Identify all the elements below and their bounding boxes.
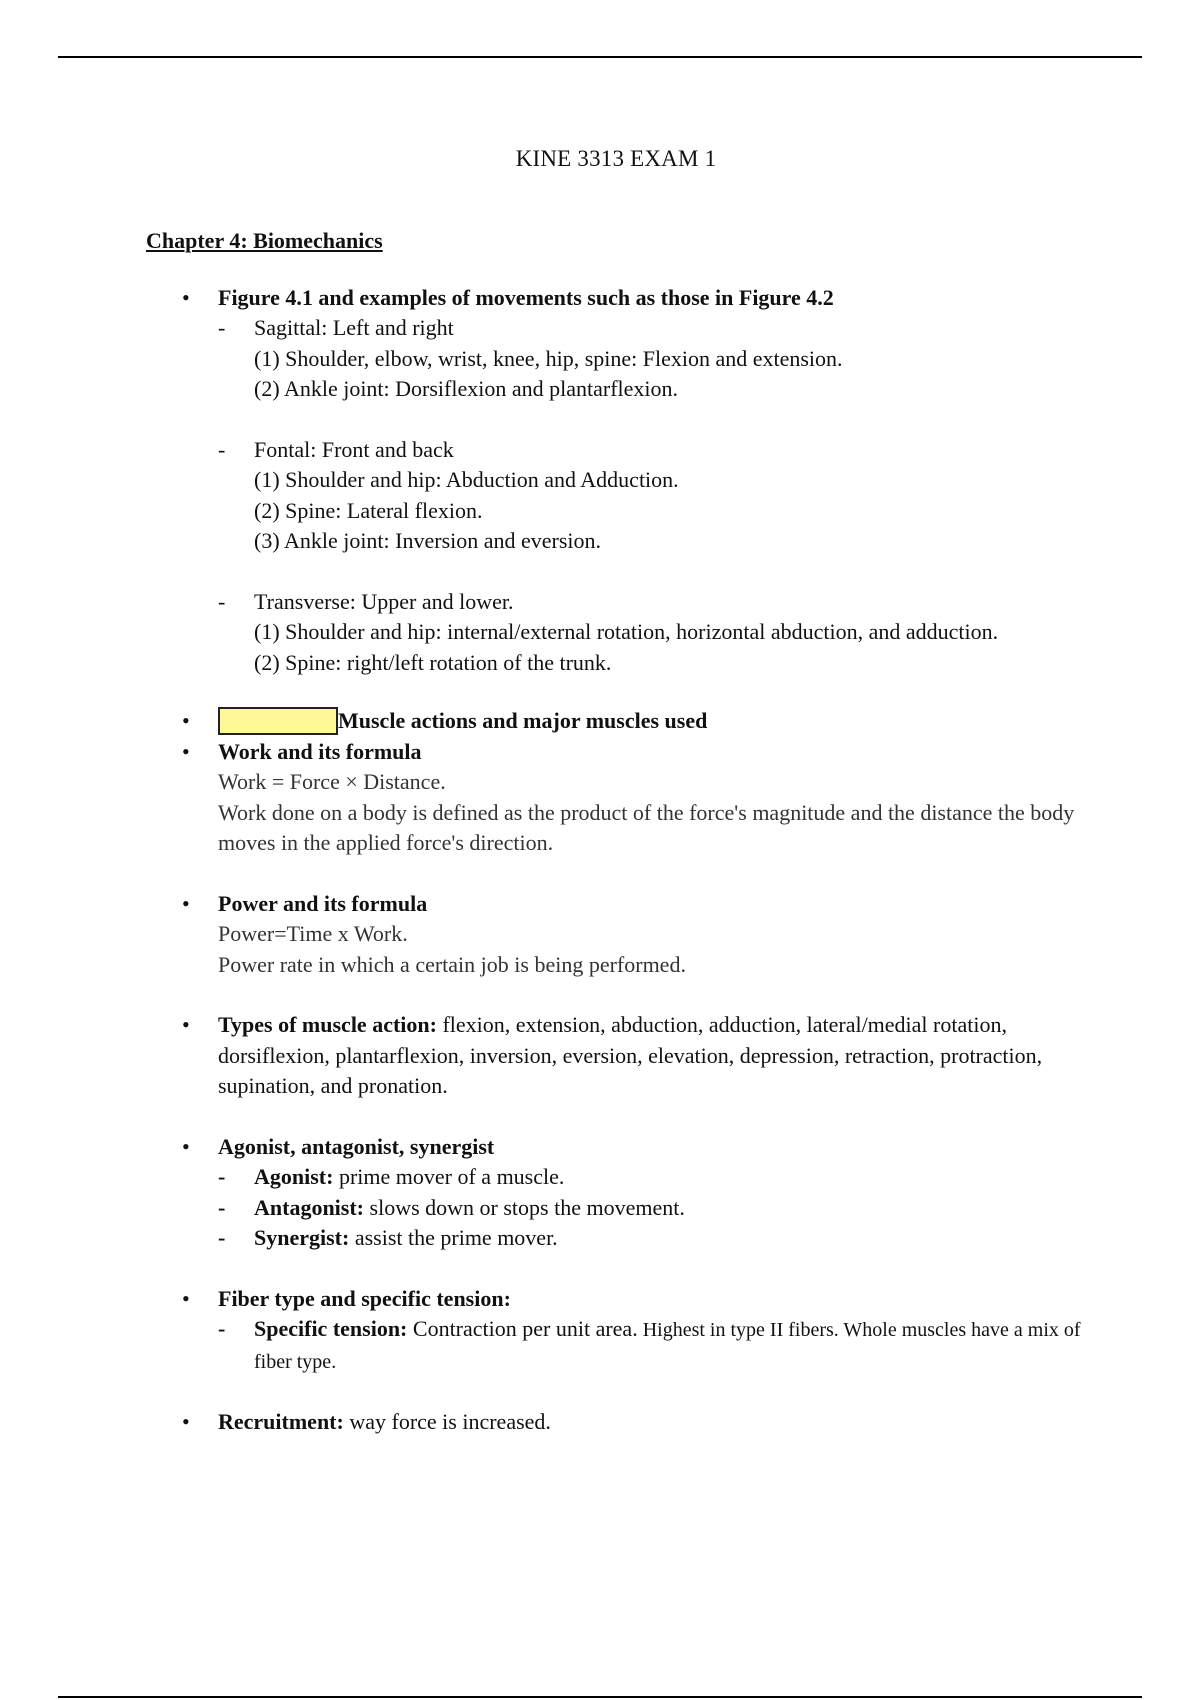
bullet-heading: Agonist, antagonist, synergist	[218, 1133, 495, 1159]
sub-item-agonist	[146, 1162, 1106, 1193]
bullet-marker: •	[182, 1133, 190, 1159]
bullet-heading: Power and its formula	[218, 890, 428, 916]
sub-item-label: Fontal: Front and back	[254, 436, 454, 462]
bullet-muscle-action-types	[146, 1010, 1106, 1102]
bullet-work	[146, 737, 1106, 768]
list-item: (1) Shoulder, elbow, wrist, knee, hip, spine: Flexion and extension.	[254, 345, 843, 371]
term-definition: Contraction per unit area.	[407, 1316, 638, 1341]
highlight-annotation-box[interactable]	[218, 707, 338, 735]
bullet-heading: Fiber type and specific tension:	[218, 1285, 511, 1311]
bullet-heading: Muscle actions and major muscles used	[338, 708, 708, 733]
term-label: Agonist:	[254, 1164, 334, 1189]
list-item: (2) Spine: right/left rotation of the trunk.	[254, 649, 612, 675]
bullet-marker: •	[182, 1409, 190, 1434]
bullet-body-text: way force is increased.	[343, 1409, 551, 1434]
bullet-heading: Figure 4.1 and examples of movements such as those in Figure 4.2	[218, 284, 834, 310]
list-item: (1) Shoulder and hip: internal/external rotation, horizontal abduction, and adduction.	[254, 619, 999, 644]
formula-text: Work = Force × Distance.	[218, 769, 446, 794]
chapter-heading: Chapter 4: Biomechanics	[146, 228, 383, 253]
term-definition: assist the prime mover.	[349, 1225, 558, 1250]
formula-text: Power=Time x Work.	[218, 921, 408, 946]
term-label: Specific tension:	[254, 1316, 408, 1341]
dash-marker: -	[218, 315, 226, 340]
dash-marker: -	[218, 436, 226, 462]
bullet-marker: •	[182, 284, 190, 310]
term-label: Synergist:	[254, 1225, 350, 1250]
document-title: KINE 3313 EXAM 1	[515, 146, 717, 171]
bullet-agonist-antagonist	[146, 1132, 1106, 1163]
bullet-heading: Recruitment:	[218, 1409, 344, 1434]
sub-item-frontal	[146, 435, 1106, 466]
bullet-marker: •	[182, 890, 190, 916]
bullet-heading: Types of muscle action:	[218, 1012, 437, 1037]
bullet-recruitment	[146, 1407, 1106, 1438]
list-item: (1) Shoulder and hip: Abduction and Adduction.	[254, 467, 679, 492]
bullet-power	[146, 889, 1106, 920]
bullet-muscle-actions	[146, 706, 1106, 737]
list-item: (3) Ankle joint: Inversion and eversion.	[254, 528, 602, 553]
bullet-marker: •	[182, 1285, 190, 1311]
bullet-heading: Work and its formula	[218, 738, 422, 764]
sub-item-specific-tension	[146, 1314, 1106, 1377]
dash-marker: -	[218, 1316, 226, 1341]
list-item: (2) Ankle joint: Dorsiflexion and plantarflexion.	[254, 376, 679, 401]
bullet-marker: •	[182, 738, 190, 764]
top-rule	[58, 56, 1142, 58]
definition-text: Power rate in which a certain job is being performed.	[218, 951, 686, 977]
sub-item-sagittal	[146, 313, 1106, 344]
bullet-body-text: flexion, extension, abduction, adduction, lateral/medial rotation, dorsiflexion, plantarflexion, inversion, eversion, elevation, depression, retraction, protraction, supination, and pronation.	[218, 1012, 1043, 1098]
sub-item-label: Transverse: Upper and lower.	[254, 588, 514, 614]
sub-item-synergist	[146, 1223, 1106, 1254]
bottom-rule	[58, 1696, 1142, 1698]
bullet-fiber-type	[146, 1284, 1106, 1315]
term-label: Antagonist:	[254, 1194, 365, 1220]
bullet-marker: •	[182, 1012, 190, 1037]
dash-marker: -	[218, 1164, 226, 1189]
sub-item-label: Sagittal: Left and right	[254, 315, 454, 340]
document-body	[146, 226, 1106, 1438]
term-definition-continued: Highest in type II fibers. Whole muscles have a mix of fiber type.	[254, 1319, 1081, 1373]
term-definition: prime mover of a muscle.	[333, 1164, 565, 1189]
sub-item-antagonist	[146, 1193, 1106, 1224]
term-definition: slows down or stops the movement.	[364, 1194, 685, 1220]
sub-item-transverse	[146, 587, 1106, 618]
bullet-marker: •	[182, 708, 190, 733]
definition-text: Work done on a body is defined as the product of the force's magnitude and the distance the body moves in the applied force's direction.	[218, 799, 1075, 855]
dash-marker: -	[218, 588, 226, 614]
dash-marker: -	[218, 1225, 226, 1250]
dash-marker: -	[218, 1194, 226, 1220]
bullet-planes-of-motion	[146, 283, 1106, 314]
list-item: (2) Spine: Lateral flexion.	[254, 497, 483, 523]
